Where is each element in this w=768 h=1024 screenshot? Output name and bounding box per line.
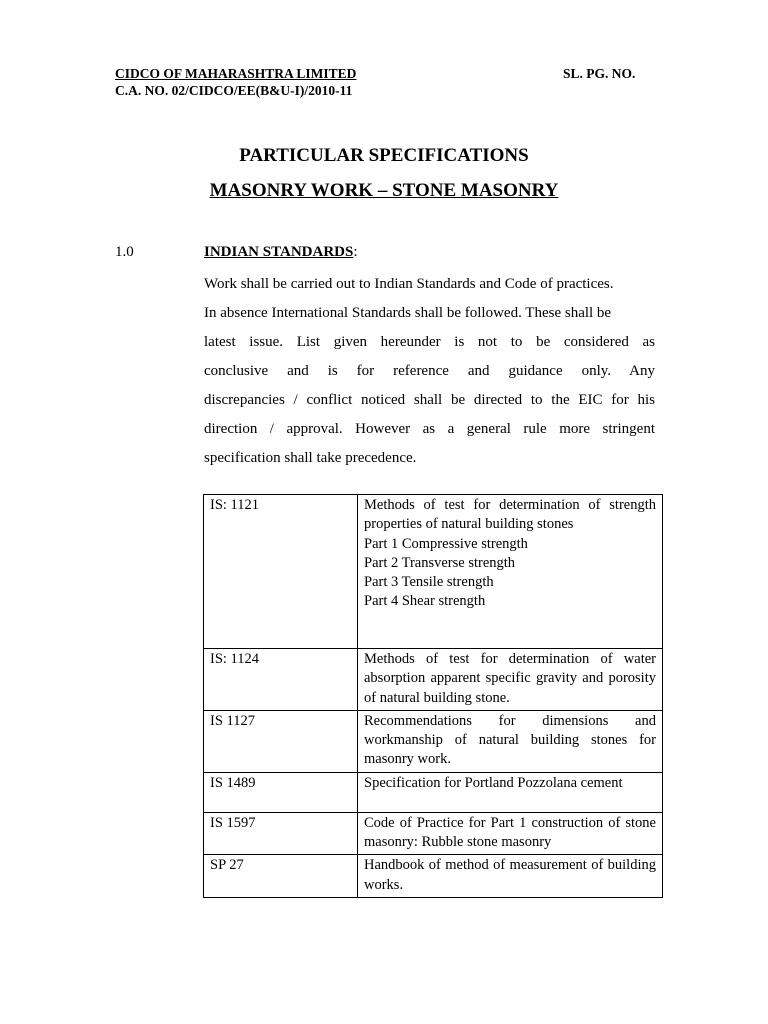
document-title: PARTICULAR SPECIFICATIONS	[239, 145, 529, 166]
table-row	[204, 855, 663, 898]
contract-number: C.A. NO. 02/CIDCO/EE(B&U-I)/2010-11	[115, 83, 353, 98]
standard-code: IS: 1124	[204, 649, 358, 711]
section-paragraph	[204, 270, 655, 473]
paragraph-line: In absence International Standards shall be followed. These shall be	[204, 305, 612, 321]
standard-description: Methods of test for determination of water absorption apparent specific gravity and porosity of natural building stone.	[358, 649, 663, 711]
standard-description: Code of Practice for Part 1 construction of stone masonry: Rubble stone masonry	[358, 812, 663, 855]
paragraph-line: discrepancies / conflict noticed shall be directed to the EIC for his	[204, 392, 655, 408]
standards-table	[203, 494, 663, 898]
section-heading-suffix: :	[353, 244, 358, 260]
standard-code: IS 1597	[204, 812, 358, 855]
standard-description: Recommendations for dimensions and workmanship of natural building stones for masonry work.	[358, 710, 663, 772]
standard-part: Part 1 Compressive strength	[364, 535, 528, 552]
section-heading-text: INDIAN STANDARDS	[204, 244, 354, 260]
standard-description: Methods of test for determination of strength properties of natural building stones	[364, 497, 656, 533]
standard-code: IS 1127	[204, 710, 358, 772]
standard-description: Handbook of method of measurement of building works.	[358, 855, 663, 898]
table-row	[204, 710, 663, 772]
paragraph-line: specification shall take precedence.	[204, 450, 417, 466]
paragraph-line: latest issue. List given hereunder is not to be considered as	[204, 334, 655, 350]
standard-part: Part 2 Transverse strength	[364, 554, 516, 571]
section-number: 1.0	[115, 244, 134, 260]
paragraph-line: direction / approval. However as a general rule more stringent	[204, 421, 655, 437]
paragraph-line: Work shall be carried out to Indian Standards and Code of practices.	[204, 276, 614, 292]
page-reference: SL. PG. NO.	[563, 66, 636, 81]
standard-description-cell	[358, 495, 663, 649]
standard-code: IS: 1121	[204, 495, 358, 649]
organization-name: CIDCO OF MAHARASHTRA LIMITED	[115, 66, 357, 81]
standard-code: SP 27	[204, 855, 358, 898]
standard-part: Part 3 Tensile strength	[364, 574, 494, 591]
standard-part: Part 4 Shear strength	[364, 593, 486, 610]
paragraph-line: conclusive and is for reference and guidance only. Any	[204, 363, 655, 379]
table-row	[204, 772, 663, 812]
section-heading	[204, 244, 358, 261]
table-row	[204, 495, 663, 649]
document-subtitle: MASONRY WORK – STONE MASONRY	[209, 180, 559, 201]
table-row	[204, 649, 663, 711]
standard-description: Specification for Portland Pozzolana cement	[358, 772, 663, 812]
table-row	[204, 812, 663, 855]
standard-code: IS 1489	[204, 772, 358, 812]
